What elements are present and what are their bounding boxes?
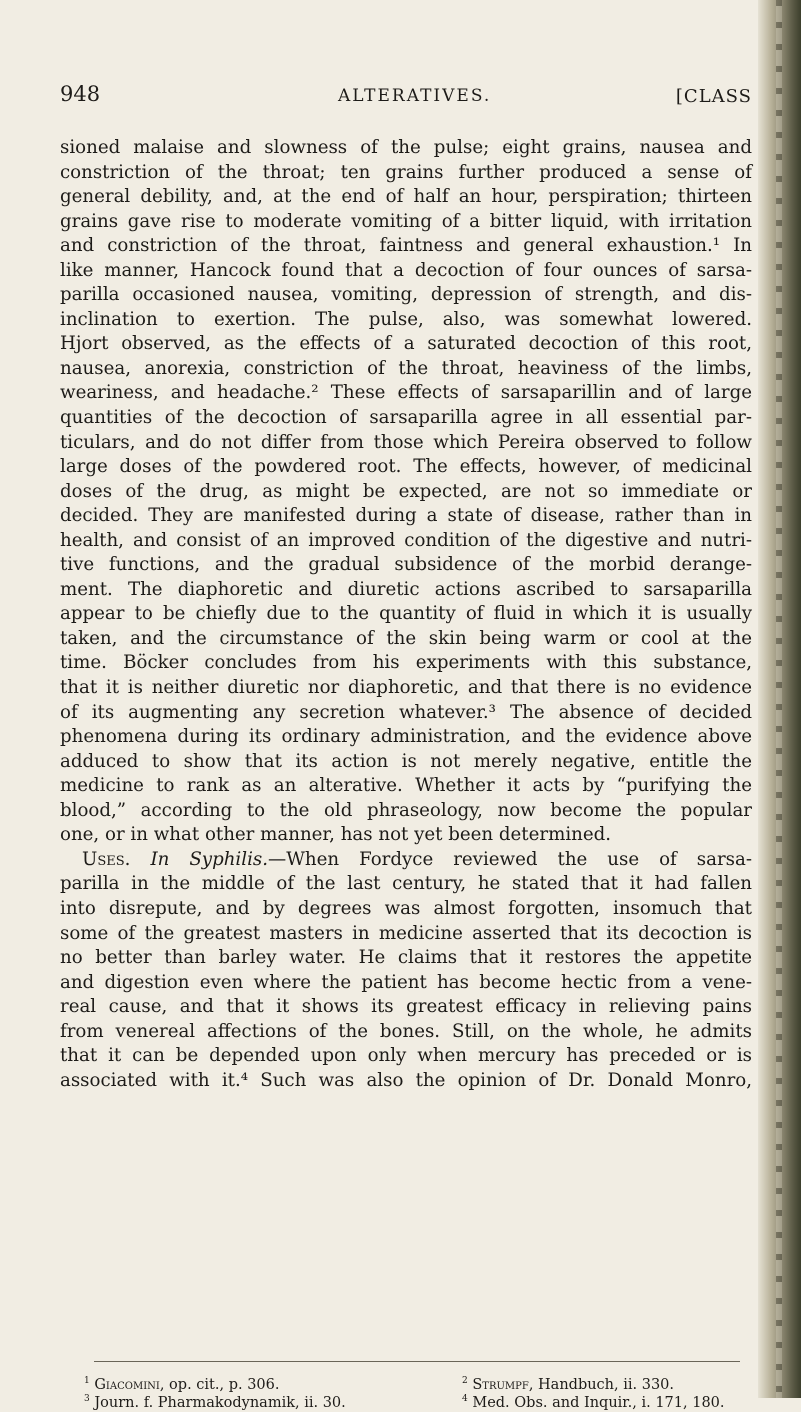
text-line: that it is neither diuretic nor diaphoretic, and that there is no evidence [60,677,752,699]
footnote [84,1390,346,1412]
text-line: parilla in the middle of the last century, he stated that it had fallen [60,873,752,895]
text-line: medicine to rank as an alterative. Whether it acts by “purifying the [60,775,752,797]
text-line: weariness, and headache.² These effects of sarsaparillin and of large [60,382,752,404]
text-line: some of the greatest masters in medicine asserted that its decoction is [60,922,752,944]
text-line: one, or in what other manner, has not yet been determined. [60,824,612,846]
text-line: quantities of the decoction of sarsaparilla agree in all essential par- [60,407,752,429]
footnote-mark: 1 [84,1376,90,1386]
uses-heading: Uses. [82,848,131,870]
footnote-mark: 3 [84,1394,90,1404]
text-line: taken, and the circumstance of the skin being warm or cool at the [60,627,752,649]
text-line: tive functions, and the gradual subsidence of the morbid derange- [60,554,752,576]
text-line: from venereal affections of the bones. Still, on the whole, he admits [60,1020,752,1042]
footnote-text: , Handbuch, ii. 330. [528,1376,675,1393]
class-label: [CLASS [675,86,752,107]
text-line: Hjort observed, as the effects of a saturated decoction of this root, [60,333,752,355]
text-line: and digestion even where the patient has become hectic from a vene- [60,971,752,993]
text-line: into disrepute, and by degrees was almost forgotten, insomuch that [60,897,752,919]
text-line: time. Böcker concludes from his experiments with this substance, [60,652,752,674]
text-line: large doses of the powdered root. The effects, however, of medicinal [60,456,752,478]
text-line: constriction of the throat; ten grains further produced a sense of [60,161,752,183]
footnote [462,1390,725,1412]
uses-subject: In Syphilis. [150,848,268,870]
footnote-author: Giacomini [94,1376,160,1393]
text-line: phenomena during its ordinary administration, and the evidence above [60,726,752,748]
text-line: appear to be chiefly due to the quantity of fluid in which it is usually [60,603,752,625]
page-number: 948 [60,82,101,106]
text-line: ticulars, and do not differ from those which Pereira observed to follow [60,431,752,453]
text-line: inclination to exertion. The pulse, also, was somewhat lowered. [60,308,752,330]
text-line: that it can be depended upon only when mercury has preceded or is [60,1045,752,1067]
text-line: decided. They are manifested during a state of disease, rather than in [60,505,752,527]
text-line: health, and consist of an improved condition of the digestive and nutri- [60,529,752,551]
footnote-rule [94,1361,740,1362]
text-line: of its augmenting any secretion whatever.³ The absence of decided [60,701,752,723]
running-header [60,82,752,112]
text-line: blood,” according to the old phraseology, now become the popular [60,799,752,821]
text-line: ment. The diaphoretic and diuretic actions ascribed to sarsaparilla [60,578,752,600]
footnote-text: Journ. f. Pharmakodynamik, ii. 30. [94,1394,346,1411]
text-line: grains gave rise to moderate vomiting of a bitter liquid, with irritation [60,210,752,232]
footnote-mark: 4 [462,1394,468,1404]
text-line: adduced to show that its action is not merely negative, entitle the [60,750,752,772]
footnote-text: Med. Obs. and Inquir., i. 171, 180. [472,1394,725,1411]
text-line: sioned malaise and slowness of the pulse; eight grains, nausea and [60,137,752,158]
text-line: no better than barley water. He claims that it restores the appetite [60,947,752,969]
uses-paragraph-first-line [60,848,752,873]
footnote-text: , op. cit., p. 306. [159,1376,280,1393]
text-line: parilla occasioned nausea, vomiting, depression of strength, and dis- [60,284,752,306]
text-line: general debility, and, at the end of half an hour, perspiration; thirteen [60,186,752,208]
text-line: and constriction of the throat, faintness and general exhaustion.¹ In [60,235,752,257]
running-title: ALTERATIVES. [338,86,492,106]
text-line: real cause, and that it shows its greatest efficacy in relieving pains [60,996,752,1018]
uses-first-line-rest: —When Fordyce reviewed the use of sarsa- [268,848,752,870]
text-line: nausea, anorexia, constriction of the throat, heaviness of the limbs, [60,357,752,379]
body-text [60,136,752,1093]
binding-edge-texture [776,0,782,1398]
footnote-mark: 2 [462,1376,468,1386]
text-line: associated with it.⁴ Such was also the opinion of Dr. Donald Monro, [60,1069,752,1091]
text-line: like manner, Hancock found that a decoction of four ounces of sarsa- [60,259,752,281]
text-line: doses of the drug, as might be expected, are not so immediate or [60,480,752,502]
footnote-author: Strumpf [472,1376,529,1393]
